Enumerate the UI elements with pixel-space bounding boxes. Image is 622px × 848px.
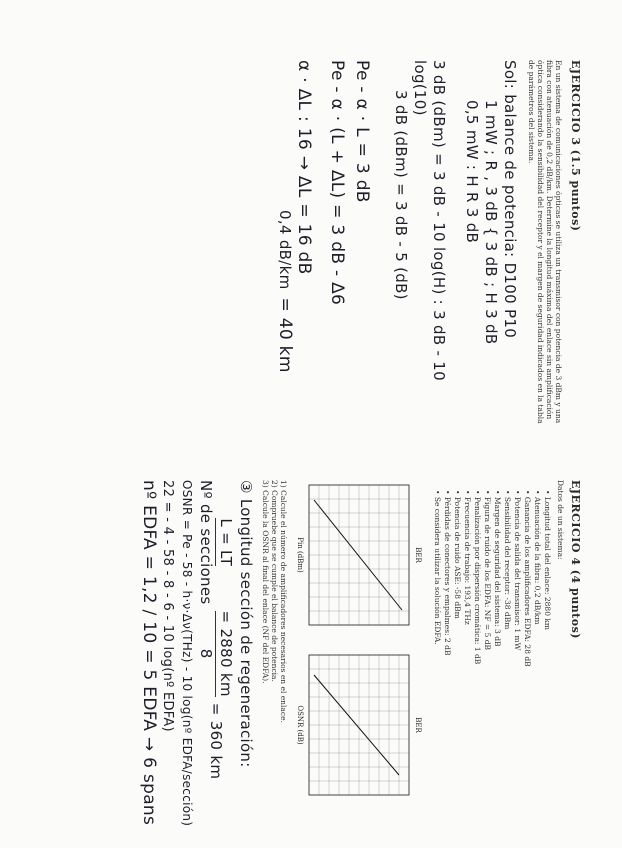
handwritten-line-2: 0,5 mW : H R 3 dB bbox=[463, 100, 481, 244]
handwritten-denominator: 0,4 dB/km bbox=[276, 210, 294, 290]
data-bullet-item: • Pérdidas de conectores y empalmes: 2 dB bbox=[442, 490, 452, 840]
fraction-1-denominator: Nº de secciones bbox=[197, 480, 215, 605]
handwritten-osnr-values: 22 = - 4 - 58 - 8 - 6 - 10 log(nº EDFA) bbox=[160, 480, 175, 732]
data-bullet-item: • Frecuencia de trabajo: 193,4 THz bbox=[462, 490, 472, 840]
data-bullet-item: • Potencia de salida del transmisor: 1 mW bbox=[512, 490, 522, 840]
fraction-2-numerator: = 2880 km bbox=[217, 610, 235, 697]
fraction-2-denominator: 8 bbox=[197, 648, 215, 659]
fraction-1-numerator: L = LT bbox=[217, 518, 235, 567]
question-1: 1) Calcule el número de amplificadores necesarios en el enlace. bbox=[279, 480, 288, 723]
data-bullet-item: • Sensibilidad del receptor: -38 dBm bbox=[502, 490, 512, 840]
handwritten-line-3: 3 dB (dBm) = 3 dB - 10 log(H) : 3 dB - 10 log(10) bbox=[411, 60, 448, 381]
chart-1-title: BER bbox=[414, 547, 422, 563]
chart-1-plot bbox=[304, 480, 414, 630]
exercise-3 bbox=[22, 60, 582, 440]
handwritten-osnr-formula: OSNR = Pe - 58 - h·ν·Δν(THz) - 10 log(nº EDFA/sección) bbox=[180, 480, 194, 827]
handwritten-length-row bbox=[196, 480, 236, 840]
exercise-4-intro: Datos de un sistema: bbox=[556, 480, 565, 560]
data-bullet-item: • Atenuación de la fibra: 0,2 dB/km bbox=[532, 490, 542, 840]
question-3: 3) Calcule la OSNR al final del enlace (NF del EDFA). bbox=[261, 480, 270, 684]
handwritten-answer-heading: ③ Longitud sección de regeneración: bbox=[237, 480, 255, 768]
chart-2-plot bbox=[304, 650, 414, 800]
chart-1-xlabel: Pin (dBm) bbox=[296, 537, 304, 573]
data-bullet-item: • Potencia de ruido ASE: -58 dBm bbox=[452, 490, 462, 840]
data-bullet-item: • Longitud total del enlace: 2880 km bbox=[542, 490, 552, 840]
handwritten-result-row bbox=[294, 60, 313, 440]
ber-chart-2 bbox=[296, 650, 422, 800]
exercise-4-data-list bbox=[432, 490, 552, 840]
data-bullet-item: • Ganancia de los amplificadores EDFA: 28 dB bbox=[522, 490, 532, 840]
data-bullet-item: • Penalización por dispersión cromática: 1 dB bbox=[472, 490, 482, 840]
handwritten-line-6: Pe - α · (L + ΔL) = 3 dB - Δ6 bbox=[327, 60, 347, 306]
handwritten-edfa-count: nº EDFA = 1,2 / 10 = 5 EDFA → 6 spans bbox=[139, 480, 159, 826]
charts-row bbox=[296, 480, 422, 840]
exercise-3-statement: En un sistema de comunicaciones ópticas se utiliza un transmisor con potencia de 3 dBm y una fibra con atenuación de 0,2 dB/km. Determine la longitud máxima del enlace sin amplificación óptica considerando la sensibilidad del receptor y el margen de seguridad indicados en la tabla de parámetros del sistema. bbox=[527, 60, 563, 424]
exercise-3-title: EJERCICIO 3 (1.5 puntos) bbox=[569, 60, 582, 232]
question-2: 2) Compruebe que se cumple el balance de potencia. bbox=[270, 480, 279, 682]
handwritten-solution-title: Sol: balance de potencia: D100 P10 bbox=[501, 60, 519, 339]
handwritten-line-7: α · ΔL : 16 → ΔL = 16 dB bbox=[294, 60, 314, 275]
data-bullet-item: • Figura de ruido de los EDFA: NF = 5 dB bbox=[482, 490, 492, 840]
handwritten-line-1: 1 mW ; R , 3 dB { 3 dB ; H 3 dB bbox=[482, 100, 500, 345]
length-fraction-1 bbox=[196, 480, 236, 605]
exercise-4-title: EJERCICIO 4 (4 puntos) bbox=[569, 480, 582, 640]
length-fraction-2 bbox=[196, 611, 236, 697]
data-bullet-item: • Margen de seguridad del sistema: 3 dB bbox=[492, 490, 502, 840]
handwritten-fraction-row bbox=[275, 210, 294, 440]
chart-2-title: BER bbox=[414, 717, 422, 733]
data-bullet-item: • Se considera utilizar la solución EDFA. bbox=[432, 490, 442, 840]
handwritten-result: = 40 km bbox=[275, 297, 295, 373]
handwritten-line-5: Pe - α · L = 3 dB bbox=[352, 60, 372, 203]
handwritten-line-4: 3 dB (dBm) = 3 dB - 5 (dB) bbox=[392, 90, 410, 300]
exercise-4 bbox=[22, 480, 582, 840]
chart-2-xlabel: OSNR (dB) bbox=[296, 705, 304, 745]
length-result: = 360 km bbox=[207, 702, 226, 780]
ber-chart-1 bbox=[296, 480, 422, 630]
